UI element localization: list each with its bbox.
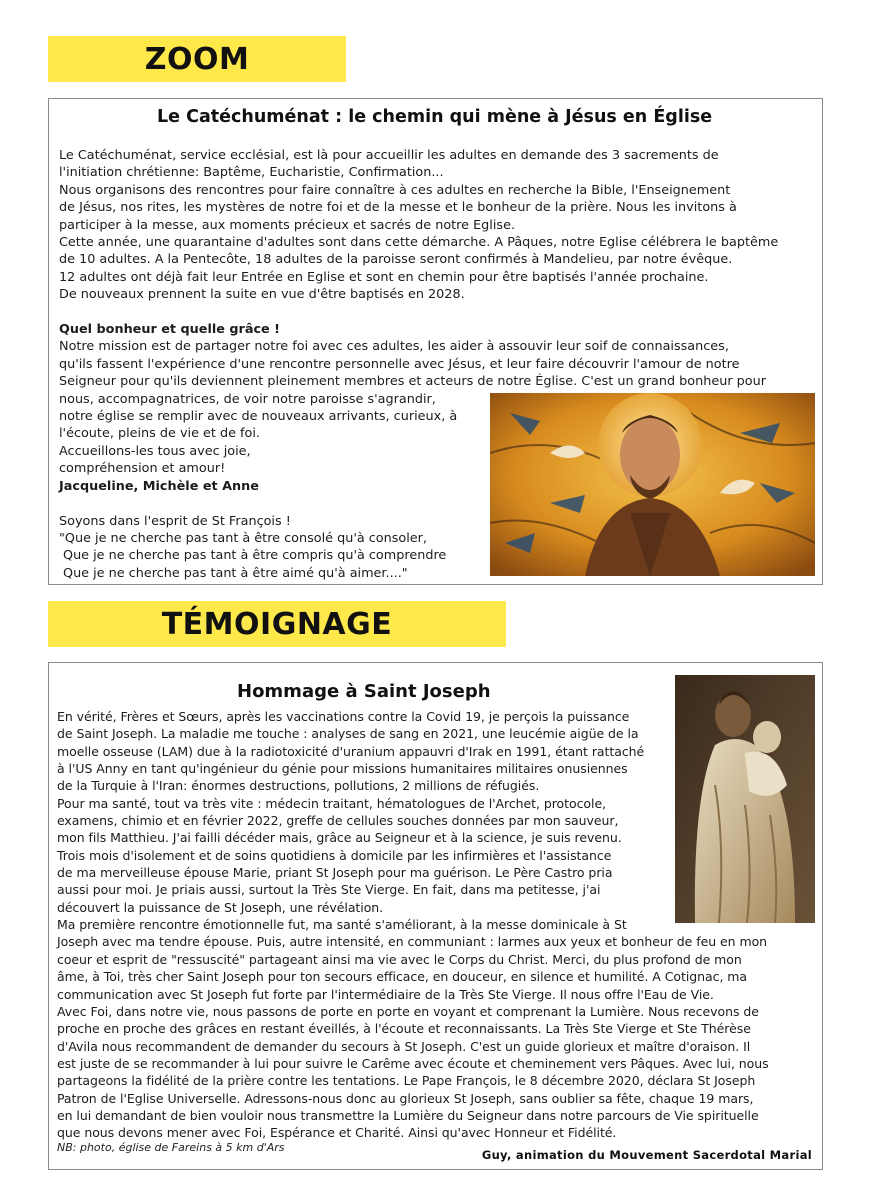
text-line: communication avec St Joseph fut forte par l'intermédiaire de la Très Ste Vierge. Il nous offre l'Eau de Vie. xyxy=(57,986,714,1002)
text-line: Joseph avec ma tendre épouse. Puis, autre intensité, en communiant : larmes aux yeux et bonheur de feu en mon xyxy=(57,934,768,950)
text-line: partageons la fidélité de la prière contre les tentations. Le Pape François, le 8 décembre 2020, déclara St Joseph xyxy=(57,1073,756,1089)
text-line: notre église se remplir avec de nouveaux arrivants, curieux, à xyxy=(59,409,458,425)
text-line: de ma merveilleuse épouse Marie, priant St Joseph pour ma guérison. Le Père Castro pria xyxy=(57,865,613,881)
text-line: en lui demandant de bien vouloir nous transmettre la Lumière du Seigneur dans notre parcours de Vie spirituelle xyxy=(57,1107,759,1123)
quote-line: Que je ne cherche pas tant à être aimé qu'à aimer...." xyxy=(63,565,408,581)
text-line: En vérité, Frères et Sœurs, après les vaccinations contre la Covid 19, je perçois la puissance xyxy=(57,709,630,724)
quote-line: "Que je ne cherche pas tant à être consolé qu'à consoler, xyxy=(59,530,427,546)
text-line: nous, accompagnatrices, de voir notre paroisse s'agrandir, xyxy=(59,391,436,407)
zoom-article xyxy=(48,98,823,585)
text-line: 12 adultes ont déjà fait leur Entrée en Eglise et sont en chemin pour être baptisés l'année prochaine. xyxy=(59,269,709,285)
text-line: compréhension et amour! xyxy=(59,461,226,477)
text-line: Accueillons-les tous avec joie, xyxy=(59,443,251,459)
signature: Guy, animation du Mouvement Sacerdotal Marial xyxy=(481,1148,812,1162)
text-line: Patron de l'Eglise Universelle. Adressons-nous donc au glorieux St Joseph, sans oublier sa fête, chaque 19 mars, xyxy=(57,1090,754,1106)
text-line: de la Turquie à l'Iran: énormes destructions, pollutions, 2 millions de réfugiés. xyxy=(57,778,540,794)
text-line: proche en proche des grâces en restant éveillés, à l'écoute et reconnaissants. La Très Ste Vierge et Ste Thérèse xyxy=(57,1021,751,1037)
text-line: Ma première rencontre émotionnelle fut, ma santé s'améliorant, à la messe dominicale à St xyxy=(57,917,627,933)
saint-francis-stained-glass-image xyxy=(490,393,815,576)
text-line: coeur et esprit de "ressuscité" partageant ainsi ma vie avec le Corps du Christ. Merci, du plus profond de mon xyxy=(57,951,742,967)
text-line: Nous organisons des rencontres pour faire connaître à ces adultes en recherche la Bible, l'Enseignement xyxy=(59,182,731,198)
text-line: que nous devons mener avec Foi, Espérance et Charité. Ainsi qu'avec Honneur et Fidélité. xyxy=(57,1125,617,1141)
text-line: Soyons dans l'esprit de St François ! xyxy=(59,513,291,529)
text-line: examens, chimio et en février 2022, greffe de cellules souches données par mon sauveur, xyxy=(57,813,619,829)
text-line: Pour ma santé, tout va très vite : médecin traitant, hématologues de l'Archet, protocole, xyxy=(57,795,607,811)
text-line: à l'US Anny en tant qu'ingénieur du génie pour missions humanitaires militaires onusiennes xyxy=(57,761,628,777)
text-line: De nouveaux prennent la suite en vue d'être baptisés en 2028. xyxy=(59,287,465,303)
text-line: est juste de se recommander à lui pour suivre le Carême avec écoute et cheminement vers Pâques. Avec lui, nous xyxy=(57,1055,769,1071)
text-line: mon fils Matthieu. J'ai failli décéder mais, grâce au Seigneur et à la science, je suis revenu. xyxy=(57,830,622,846)
text-line: de Jésus, nos rites, les mystères de notre foi et de la messe et le bonheur de la prière. Nous les invitons à xyxy=(59,200,737,216)
text-line: l'initiation chrétienne: Baptême, Eucharistie, Confirmation... xyxy=(59,165,444,181)
article-title: Le Catéchuménat : le chemin qui mène à Jésus en Église xyxy=(157,107,713,127)
text-line: âme, à Toi, très cher Saint Joseph pour ton secours efficace, en douceur, en silence et humilité. A Cotignac, ma xyxy=(57,969,748,985)
temoignage-article xyxy=(48,662,823,1170)
article-body xyxy=(57,708,817,1142)
text-line: l'écoute, pleins de vie et de foi. xyxy=(59,426,261,442)
section-heading: Quel bonheur et quelle grâce ! xyxy=(59,322,281,338)
text-line: participer à la messe, aux moments précieux et sacrés de notre Eglise. xyxy=(59,217,516,233)
photo-note: NB: photo, église de Fareins à 5 km d'Ars xyxy=(57,1141,285,1154)
text-line: qu'ils fassent l'expérience d'une rencontre personnelle avec Jésus, et leur faire découvrir l'amour de notre xyxy=(59,356,740,372)
temoignage-banner: TÉMOIGNAGE xyxy=(48,601,506,647)
text-line: Cette année, une quarantaine d'adultes sont dans cette démarche. A Pâques, notre Eglise célébrera le baptême xyxy=(59,235,779,251)
text-line: Avec Foi, dans notre vie, nous passons de porte en porte en voyant et comprenant la Lumière. Nous recevons de xyxy=(57,1003,759,1019)
text-line: Le Catéchuménat, service ecclésial, est là pour accueillir les adultes en demande des 3 sacrements de xyxy=(59,148,719,163)
text-line: découvert la puissance de St Joseph, une révélation. xyxy=(57,899,384,915)
signature: Jacqueline, Michèle et Anne xyxy=(59,478,259,494)
text-line: de Saint Joseph. La maladie me touche : analyses de sang en 2021, une leucémie aigüe de la xyxy=(57,726,639,742)
quote-line: Que je ne cherche pas tant à être compris qu'à comprendre xyxy=(63,548,447,564)
text-line: Trois mois d'isolement et de soins quotidiens à domicile par les infirmières et l'assistance xyxy=(57,847,612,863)
text-line: de 10 adultes. A la Pentecôte, 18 adultes de la paroisse seront confirmés à Mandelieu, par notre évêque. xyxy=(59,252,733,268)
text-line: aussi pour moi. Je priais aussi, surtout la Très Ste Vierge. En fait, dans ma petitesse, j'ai xyxy=(57,882,601,898)
article-title: Hommage à Saint Joseph xyxy=(237,681,491,702)
text-line: d'Avila nous recommandent de demander du secours à St Joseph. C'est un guide glorieux et maître d'oraison. Il xyxy=(57,1038,751,1054)
text-line: Notre mission est de partager notre foi avec ces adultes, les aider à assouvir leur soif de connaissances, xyxy=(59,339,729,355)
text-line: moelle osseuse (LAM) due à la radiotoxicité d'uranium appauvri d'Irak en 1991, étant rattaché xyxy=(57,743,645,759)
zoom-banner: ZOOM xyxy=(48,36,346,82)
text-line: Seigneur pour qu'ils deviennent pleinement membres et acteurs de notre Église. C'est un grand bonheur pour xyxy=(59,374,766,390)
